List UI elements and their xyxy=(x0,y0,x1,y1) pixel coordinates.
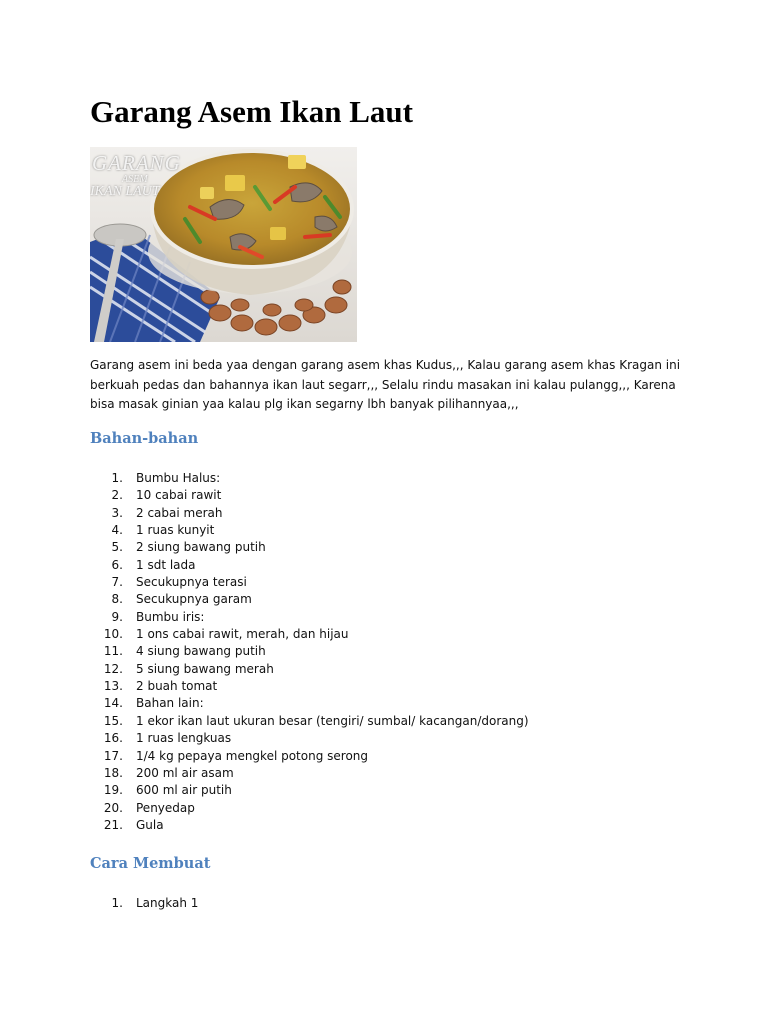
ingredient-text: 2 siung bawang putih xyxy=(136,540,266,555)
steps-heading: Cara Membuat xyxy=(90,855,211,872)
ingredient-text: Secukupnya terasi xyxy=(136,575,247,590)
list-item xyxy=(90,765,529,782)
list-item xyxy=(90,782,529,799)
ingredient-text: Secukupnya garam xyxy=(136,592,252,607)
list-item xyxy=(90,713,529,730)
page-title: Garang Asem Ikan Laut xyxy=(90,94,413,129)
list-item xyxy=(90,678,529,695)
list-item xyxy=(90,574,529,591)
list-number: 9. xyxy=(111,609,123,624)
list-item xyxy=(90,609,529,626)
list-number: 1. xyxy=(111,896,123,910)
ingredient-text: 1/4 kg pepaya mengkel potong serong xyxy=(136,748,369,763)
ingredient-text: Penyedap xyxy=(136,800,195,815)
list-number: 21. xyxy=(103,817,123,832)
ingredient-text: 2 cabai merah xyxy=(136,505,223,520)
ingredient-text: Bumbu iris: xyxy=(136,609,205,624)
list-number: 2. xyxy=(111,488,123,503)
list-item xyxy=(90,661,529,678)
list-number: 12. xyxy=(103,661,123,676)
list-item xyxy=(90,557,529,574)
list-number: 5. xyxy=(111,540,123,555)
intro-paragraph: Garang asem ini beda yaa dengan garang asem khas Kudus,,, Kalau garang asem khas Kragan ini berkuah pedas dan bahannya ikan laut segarr,,, Selalu rindu masakan ini kalau pulangg,,, Karena bisa masak ginian yaa kalau plg ikan segarny lbh banyak pilihannyaa,,, xyxy=(90,358,681,411)
ingredient-text: 1 sdt lada xyxy=(136,557,196,572)
list-number: 15. xyxy=(103,713,123,728)
step-text: Langkah 1 xyxy=(136,896,199,910)
list-number: 20. xyxy=(103,800,123,815)
ingredients-heading: Bahan-bahan xyxy=(90,430,199,447)
list-number: 19. xyxy=(103,783,123,798)
list-number: 11. xyxy=(103,644,123,659)
list-item xyxy=(90,539,529,556)
ingredient-text: Gula xyxy=(136,817,164,832)
ingredient-text: Bumbu Halus: xyxy=(136,471,221,485)
list-item xyxy=(90,730,529,747)
list-number: 4. xyxy=(111,523,123,538)
dish-photo xyxy=(90,147,357,342)
list-item xyxy=(90,817,529,834)
ingredient-text: 5 siung bawang merah xyxy=(136,661,274,676)
ingredient-text: 1 ruas kunyit xyxy=(136,523,215,538)
list-item xyxy=(90,643,529,660)
ingredient-text: 1 ekor ikan laut ukuran besar (tengiri/ sumbal/ kacangan/dorang) xyxy=(136,713,529,728)
ingredient-text: 1 ons cabai rawit, merah, dan hijau xyxy=(136,627,349,642)
photo-caption-line-3: IKAN LAUT xyxy=(90,184,160,199)
list-item xyxy=(90,626,529,643)
ingredients-list xyxy=(90,470,529,834)
steps-list xyxy=(90,895,198,912)
list-number: 7. xyxy=(111,575,123,590)
list-item xyxy=(90,800,529,817)
list-item xyxy=(90,748,529,765)
list-number: 18. xyxy=(103,765,123,780)
list-number: 13. xyxy=(103,679,123,694)
ingredient-text: 200 ml air asam xyxy=(136,765,234,780)
list-item xyxy=(90,470,529,487)
list-item xyxy=(90,895,198,912)
ingredient-text: 1 ruas lengkuas xyxy=(136,731,232,746)
list-item xyxy=(90,591,529,608)
photo-caption-line-1: GARANG xyxy=(92,151,181,175)
list-item xyxy=(90,505,529,522)
ingredient-text: 4 siung bawang putih xyxy=(136,644,266,659)
ingredient-text: 600 ml air putih xyxy=(136,783,232,798)
photo-caption-line-2: ASEM xyxy=(122,174,148,185)
ingredient-text: Bahan lain: xyxy=(136,696,204,711)
list-number: 16. xyxy=(103,731,123,746)
list-number: 10. xyxy=(103,627,123,642)
ingredient-text: 2 buah tomat xyxy=(136,679,218,694)
list-item xyxy=(90,487,529,504)
ingredient-text: 10 cabai rawit xyxy=(136,488,222,503)
list-item xyxy=(90,695,529,712)
list-number: 14. xyxy=(103,696,123,711)
list-number: 6. xyxy=(111,557,123,572)
list-item xyxy=(90,522,529,539)
list-number: 17. xyxy=(103,748,123,763)
list-number: 1. xyxy=(111,471,123,485)
list-number: 3. xyxy=(111,505,123,520)
list-number: 8. xyxy=(111,592,123,607)
